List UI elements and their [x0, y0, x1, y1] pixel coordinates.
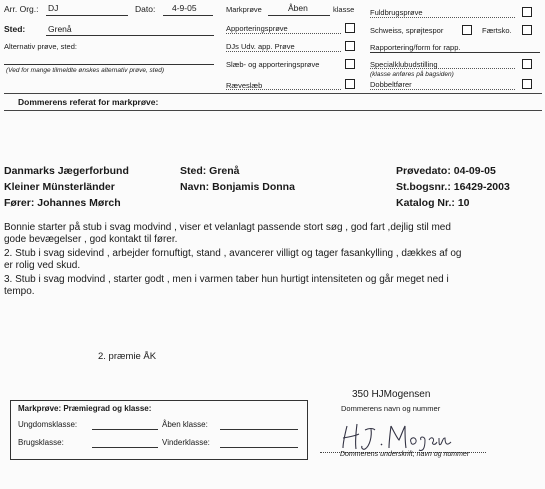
brugs-field[interactable]	[92, 447, 158, 448]
special-checkbox[interactable]	[522, 59, 532, 69]
schweiss-label: Schweiss, sprøjtespor	[370, 26, 444, 35]
referat-divider	[4, 110, 542, 111]
prize-box-title: Markprøve: Præmiegrad og klasse:	[18, 404, 152, 413]
sted-label: Sted:	[4, 24, 26, 34]
referat-label: Dommerens referat for markprøve:	[18, 97, 159, 107]
dato-label: Dato:	[135, 4, 156, 14]
dobbelt-dots	[370, 89, 515, 90]
org-name: Danmarks Jægerforbund	[4, 165, 129, 177]
report-line-4: er rolig ved skud.	[4, 260, 81, 271]
raeveslaeb-label: Ræveslæb	[226, 81, 263, 90]
report-line-6: tempo.	[4, 286, 35, 297]
alternativ-label: Alternativ prøve, sted:	[4, 42, 77, 51]
fuldbrug-dots	[370, 17, 515, 18]
breed: Kleiner Münsterländer	[4, 181, 115, 193]
fuldbrug-checkbox[interactable]	[522, 7, 532, 17]
special-label: Specialklubudstilling	[370, 60, 438, 69]
ungdom-label: Ungdomsklasse:	[18, 420, 78, 429]
special-dots	[370, 68, 515, 69]
faertsko-label: Færtsko.	[482, 26, 512, 35]
aaben-label: Åben klasse:	[162, 420, 208, 429]
arr-org-value: DJ	[48, 3, 59, 13]
header-divider	[4, 93, 542, 94]
handler: Fører: Johannes Mørch	[4, 197, 121, 209]
special-note: (klasse anføres på bagsiden)	[370, 71, 454, 78]
djs-label: DJs Udv. app. Prøve	[226, 42, 295, 51]
dog-name: Navn: Bonjamis Donna	[180, 181, 295, 193]
aaben-field[interactable]	[220, 429, 298, 430]
schweiss-checkbox[interactable]	[462, 25, 472, 35]
vinder-label: Vinderklasse:	[162, 438, 210, 447]
dobbelt-label: Dobbeltfører	[370, 80, 412, 89]
arr-org-label: Arr. Org.:	[4, 4, 39, 14]
info-sted: Sted: Grenå	[180, 165, 240, 177]
vinder-field[interactable]	[220, 447, 298, 448]
raeveslaeb-dots	[226, 89, 341, 90]
judge-name-label: Dommerens navn og nummer	[341, 404, 441, 413]
brugs-label: Brugsklasse:	[18, 438, 64, 447]
slaeb-checkbox[interactable]	[345, 59, 355, 69]
report-line-5: 3. Stub i svag modvind , starter godt , men i varmen taber hun hurtigt intensiteten og går meget ned i	[4, 274, 449, 285]
catalog-number: Katalog Nr.: 10	[396, 197, 470, 209]
dobbelt-checkbox[interactable]	[522, 79, 532, 89]
report-line-3: 2. Stub i svag sidevind , arbejder fornuftigt, stand , avancerer villigt og tager fasankylling , dækkes af og	[4, 248, 462, 259]
dato-value: 4-9-05	[172, 3, 197, 13]
klasse-label: klasse	[333, 5, 355, 14]
report-line-1: Bonnie starter på stub i svag modvind , viser et velanlagt passende stort søg , god fart ,dejlig stil med	[4, 222, 451, 233]
signature-label: Dommerens underskrift, navn og nummer	[340, 451, 470, 458]
signature-image	[335, 418, 470, 452]
rapportering-underline	[370, 52, 540, 53]
trial-date: Prøvedato: 04-09-05	[396, 165, 496, 177]
dato-underline	[163, 15, 213, 16]
slaeb-label: Slæb- og apporteringsprøve	[226, 60, 320, 69]
alternativ-underline	[4, 64, 214, 65]
arr-org-underline	[46, 15, 128, 16]
sted-underline	[46, 35, 214, 36]
apportering-checkbox[interactable]	[345, 23, 355, 33]
award: 2. præmie ÅK	[98, 351, 157, 362]
markprove-label: Markprøve	[226, 5, 262, 14]
fuldbrug-label: Fuldbrugsprøve	[370, 8, 423, 17]
raeveslaeb-checkbox[interactable]	[345, 79, 355, 89]
alternativ-note: (Ved for mange tilmeldte ønskes alternativ prøve, sted)	[6, 67, 164, 74]
report-line-2: gode bevægelser , god kontakt til fører.	[4, 234, 178, 245]
rapportering-label: Rapportering/form for rapp.	[370, 43, 461, 52]
apportering-dots	[226, 33, 341, 34]
markprove-value: Åben	[288, 3, 308, 13]
ungdom-field[interactable]	[92, 429, 158, 430]
apportering-label: Apporteringsprøve	[226, 24, 288, 33]
judge-name: 350 HJMogensen	[352, 389, 431, 400]
markprove-underline	[268, 15, 330, 16]
faertsko-checkbox[interactable]	[522, 25, 532, 35]
djs-dots	[226, 51, 341, 52]
djs-checkbox[interactable]	[345, 41, 355, 51]
studbook-number: St.bogsnr.: 16429-2003	[396, 181, 510, 193]
sted-value: Grenå	[48, 24, 72, 34]
